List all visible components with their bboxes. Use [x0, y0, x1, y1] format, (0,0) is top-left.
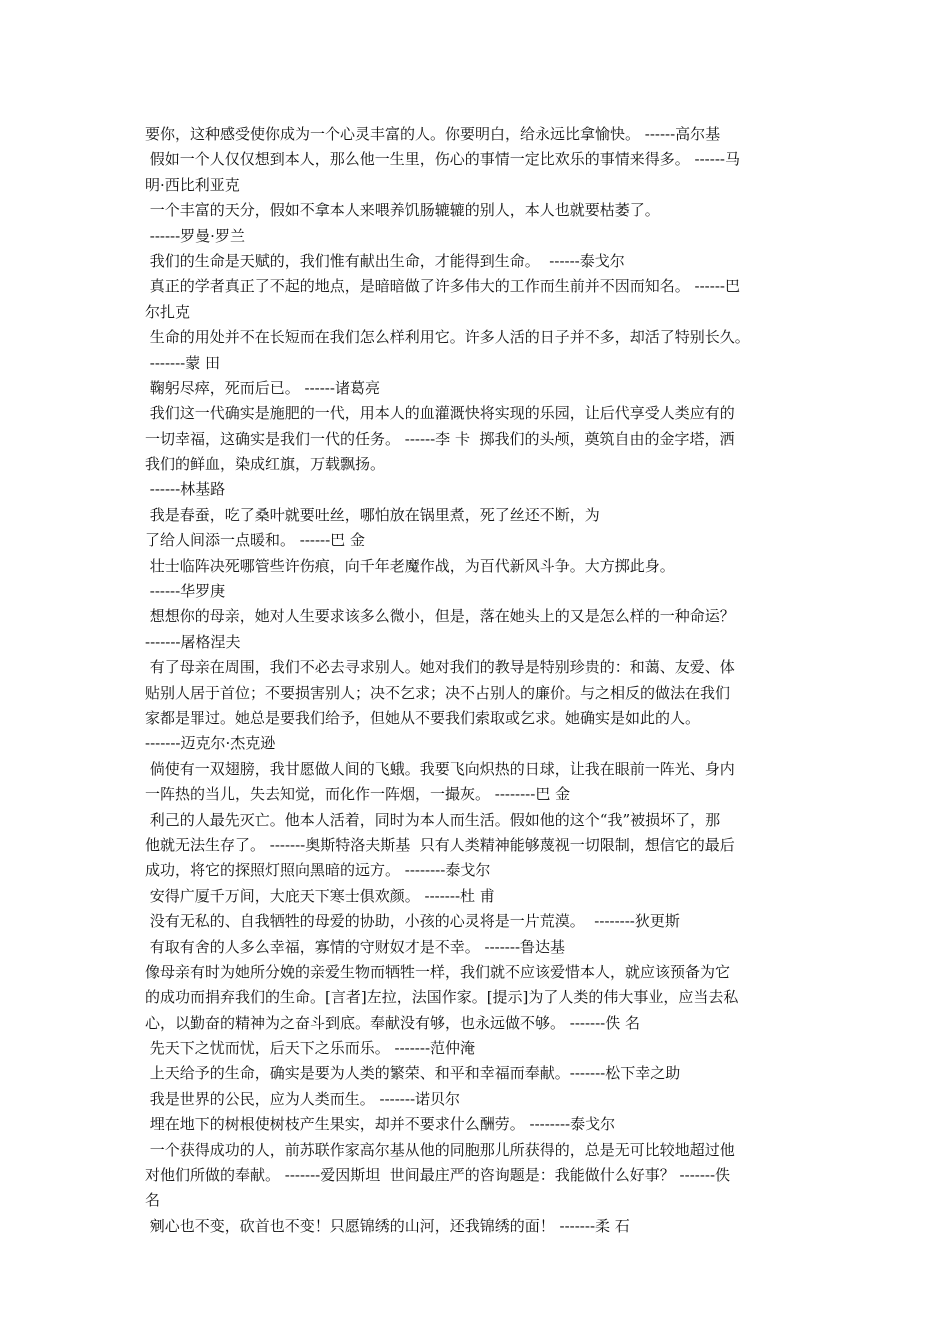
text-line: -------屠格涅夫: [145, 632, 241, 651]
text-line: 明·西比利亚克: [145, 175, 240, 194]
text-line: 埋在地下的树根使树枝产生果实，却并不要求什么酬劳。 --------泰戈尔: [145, 1115, 616, 1134]
text-line: 安得广厦千万间，大庇天下寒士俱欢颜。 -------杜 甫: [145, 886, 495, 905]
text-line: 我们的鲜血，染成红旗，万载飘扬。: [145, 455, 386, 474]
text-line: 我是世界的公民，应为人类而生。 -------诺贝尔: [145, 1089, 461, 1108]
text-line: 有了母亲在周围，我们不必去寻求别人。她对我们的教导是特别珍贵的：和蔼、友爱、体: [145, 658, 735, 677]
text-line: 先天下之忧而忧，后天下之乐而乐。 -------范仲淹: [145, 1039, 476, 1058]
text-line: 上天给予的生命，确实是要为人类的繁荣、和平和幸福而奉献。-------松下幸之助: [145, 1064, 681, 1083]
text-line: 利己的人最先灭亡。他本人活着，同时为本人而生活。假如他的这个“我”被损坏了，那: [145, 810, 721, 829]
text-line: 一切幸福，这确实是我们一代的任务。 ------李 卡 掷我们的头颅，奠筑自由的金字塔，洒: [145, 429, 735, 448]
quote-text-block: [145, 122, 825, 1239]
text-line: 贴别人居于首位；不要损害别人；决不乞求；决不占别人的廉价。与之相反的做法在我们: [145, 683, 731, 702]
text-line: ------林基路: [145, 480, 226, 499]
text-line: 倘使有一双翅膀，我甘愿做人间的飞蛾。我要飞向炽热的日球，让我在眼前一阵光、身内: [145, 759, 735, 778]
text-line: -------迈克尔·杰克逊: [145, 734, 276, 753]
text-line: 有取有舍的人多么幸福，寡情的守财奴才是不幸。 -------鲁达基: [145, 937, 566, 956]
text-line: 一阵热的当儿，失去知觉，而化作一阵烟，一撮灰。 --------巴 金: [145, 785, 571, 804]
text-line: 剜心也不变，砍首也不变！只愿锦绣的山河，还我锦绣的面！ -------柔 石: [145, 1216, 630, 1235]
text-line: 我们这一代确实是施肥的一代，用本人的血灌溉快将实现的乐园，让后代享受人类应有的: [145, 404, 735, 423]
text-line: ------罗曼·罗兰: [145, 226, 245, 245]
text-line: 的成功而捐弃我们的生命。[言者]左拉，法国作家。[提示]为了人类的伟大事业，应当去私: [145, 988, 739, 1007]
text-line: -------蒙 田: [145, 353, 221, 372]
text-line: 我是春蚕，吃了桑叶就要吐丝，哪怕放在锅里煮，死了丝还不断，为: [145, 505, 600, 524]
text-line: 我们的生命是天赋的，我们惟有献出生命，才能得到生命。 ------泰戈尔: [145, 251, 625, 270]
text-line: 了给人间添一点暖和。 ------巴 金: [145, 531, 365, 550]
text-line: 成功，将它的探照灯照向黑暗的远方。 --------泰戈尔: [145, 861, 491, 880]
text-line: 一个获得成功的人，前苏联作家高尔基从他的同胞那儿所获得的，总是无可比较地超过他: [145, 1140, 735, 1159]
text-line: 真正的学者真正了不起的地点，是暗暗做了许多伟大的工作而生前并不因而知名。 ------巴: [145, 277, 740, 296]
text-line: 要你，这种感受使你成为一个心灵丰富的人。你要明白，给永远比拿愉快。 ------高尔基: [145, 125, 721, 143]
text-line: 他就无法生存了。 -------奥斯特洛夫斯基 只有人类精神能够蔑视一切限制，想信它的最后: [145, 835, 735, 854]
text-line: 对他们所做的奉献。 -------爱因斯坦 世间最庄严的咨询题是：我能做什么好事？ -------佚: [145, 1166, 731, 1185]
text-line: 假如一个人仅仅想到本人，那么他一生里，伤心的事情一定比欢乐的事情来得多。 ------马: [145, 150, 740, 169]
text-line: 鞠躬尽瘁，死而后已。 ------诸葛亮: [145, 378, 380, 397]
text-line: 没有无私的、自我牺牲的母爱的协助，小孩的心灵将是一片荒漠。 --------狄更斯: [145, 912, 680, 931]
text-line: 壮士临阵决死哪管些许伤痕，向千年老魔作战，为百代新风斗争。大方掷此身。: [145, 556, 675, 575]
text-line: 一个丰富的天分，假如不拿本人来喂养饥肠辘辘的别人，本人也就要枯萎了。: [145, 201, 660, 220]
text-line: 尔扎克: [145, 302, 191, 321]
text-line: 生命的用处并不在长短而在我们怎么样利用它。许多人活的日子并不多，却活了特别长久。: [145, 328, 750, 347]
text-line: 想想你的母亲，她对人生要求该多么微小，但是，落在她头上的又是怎么样的一种命运？: [145, 607, 735, 626]
text-line: 名: [145, 1191, 161, 1210]
text-line: 心，以勤奋的精神为之奋斗到底。奉献没有够，也永远做不够。 -------佚 名: [145, 1013, 641, 1032]
text-line: 家都是罪过。她总是要我们给予，但她从不要我们索取或乞求。她确实是如此的人。: [145, 708, 701, 727]
text-line: ------华罗庚: [145, 582, 226, 601]
text-line: 像母亲有时为她所分娩的亲爱生物而牺牲一样，我们就不应该爱惜本人，就应该预备为它: [145, 962, 731, 981]
